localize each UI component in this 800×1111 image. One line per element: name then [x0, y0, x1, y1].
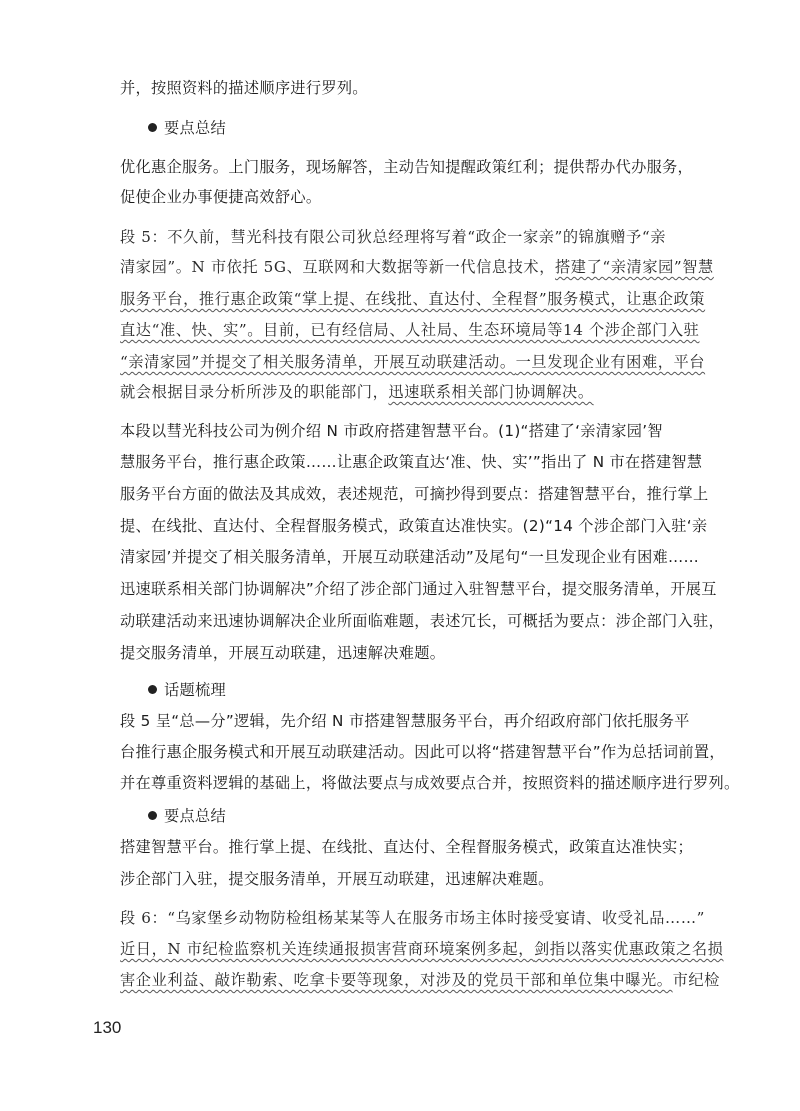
underlined-source-line: 服务平台，推行惠企政策“掌上提、在线批、直达付、全程督”服务模式，让惠企政策 — [120, 290, 706, 308]
paragraph-line: 搭建智慧平台。推行掌上提、在线批、直达付、全程督服务模式，政策直达准快实； — [120, 838, 694, 856]
underlined-text: “亲清家园”并提交了相关服务清单，开展互动联建活动。 — [120, 353, 516, 371]
paragraph-line: 动联建活动来迅速协调解决企业所面临难题，表述冗长，可概括为要点：涉企部门入驻， — [120, 612, 725, 630]
underlined-text: 近日，N 市纪检监察机关连续通报损害营商环境案例多起， — [120, 940, 535, 958]
source-paragraph-line: 段 5：不久前，彗光科技有限公司狄总经理将写着“政企一家亲”的锦旗赠予“亲 — [120, 228, 666, 246]
paragraph-line: 提交服务清单，开展互动联建，迅速解决难题。 — [120, 644, 446, 662]
source-paragraph-line: 就会根据目录分析所涉及的职能部门，迅速联系相关部门协调解决。 — [120, 383, 594, 401]
underlined-text: 剑指以落实优惠政策之名损 — [534, 940, 724, 958]
paragraph-line: 促使企业办事便捷高效舒心。 — [120, 188, 322, 206]
source-paragraph-line — [120, 939, 724, 959]
paragraph-line: 慧服务平台，推行惠企政策……让惠企政策直达‘准、快、实’”指出了 N 市在搭建智慧 — [120, 453, 703, 471]
paragraph-line: 提、在线批、直达付、全程督服务模式，政策直达准快实。(2)“14 个涉企部门入驻‘亲 — [120, 517, 708, 535]
underlined-text: 对涉及的党员干部和单位集中曝光。 — [419, 971, 673, 989]
underlined-text: 直达“准、快、实”。目前，已有经信局、人社局、生态环境局等 — [120, 321, 563, 339]
source-paragraph-line: 段 6：“乌家堡乡动物防检组杨某某等人在服务市场主体时接受宴请、收受礼品……” — [120, 909, 705, 927]
underlined-text: 迅速联系相关部门协调解决。 — [388, 383, 594, 401]
paragraph-line: 台推行惠企服务模式和开展互动联建活动。因此可以将“搭建智慧平台”作为总括词前置， — [120, 743, 725, 761]
underlined-text: 一旦发现企业有困难，平台 — [515, 353, 706, 371]
paragraph-line: 并在尊重资料逻辑的基础上，将做法要点与成效要点合并，按照资料的描述顺序进行罗列。 — [120, 774, 740, 792]
source-paragraph-line: 清家园”。N 市依托 5G、互联网和大数据等新一代信息技术，搭建了“亲清家园”智慧 — [120, 258, 714, 276]
paragraph-line: 优化惠企服务。上门服务，现场解答，主动告知提醒政策红利；提供帮办代办服务， — [120, 158, 694, 176]
bullet-dot-icon — [148, 123, 157, 132]
bullet-dot-icon — [148, 811, 157, 820]
paragraph-line: 服务平台方面的做法及其成效，表述规范，可摘抄得到要点：搭建智慧平台，推行掌上 — [120, 485, 709, 503]
paragraph-line: 本段以彗光科技公司为例介绍 N 市政府搭建智慧平台。(1)“搭建了‘亲清家园’智 — [120, 422, 663, 440]
underlined-text: 14 个涉企部门入驻 — [563, 321, 700, 339]
bullet-dot-icon — [148, 685, 157, 694]
source-paragraph-line — [120, 352, 706, 372]
paragraph-line: 并，按照资料的描述顺序进行罗列。 — [120, 79, 368, 97]
page-number: 130 — [93, 1018, 122, 1037]
paragraph-line: 段 5 呈“总—分”逻辑，先介绍 N 市搭建智慧服务平台，再介绍政府部门依托服务平 — [120, 712, 690, 730]
underlined-text: 搭建了“亲清家园”智慧 — [555, 258, 714, 276]
paragraph-line: 迅速联系相关部门协调解决”介绍了涉企部门通过入驻智慧平台，提交服务清单，开展互 — [120, 580, 717, 598]
section-heading-summary: 要点总结 — [148, 118, 728, 138]
section-heading-topic: 话题梳理 — [148, 680, 728, 700]
source-paragraph-line — [120, 320, 700, 340]
paragraph-line: 清家园’并提交了相关服务清单，开展互动联建活动”及尾句“一旦发现企业有困难…… — [120, 548, 700, 566]
underlined-text: 害企业利益、敲诈勒索、吃拿卡要等现象， — [120, 971, 420, 989]
source-paragraph-line: 害企业利益、敲诈勒索、吃拿卡要等现象，对涉及的党员干部和单位集中曝光。市纪检 — [120, 971, 720, 989]
paragraph-line: 涉企部门入驻，提交服务清单，开展互动联建，迅速解决难题。 — [120, 870, 554, 888]
section-heading-summary: 要点总结 — [148, 806, 728, 826]
